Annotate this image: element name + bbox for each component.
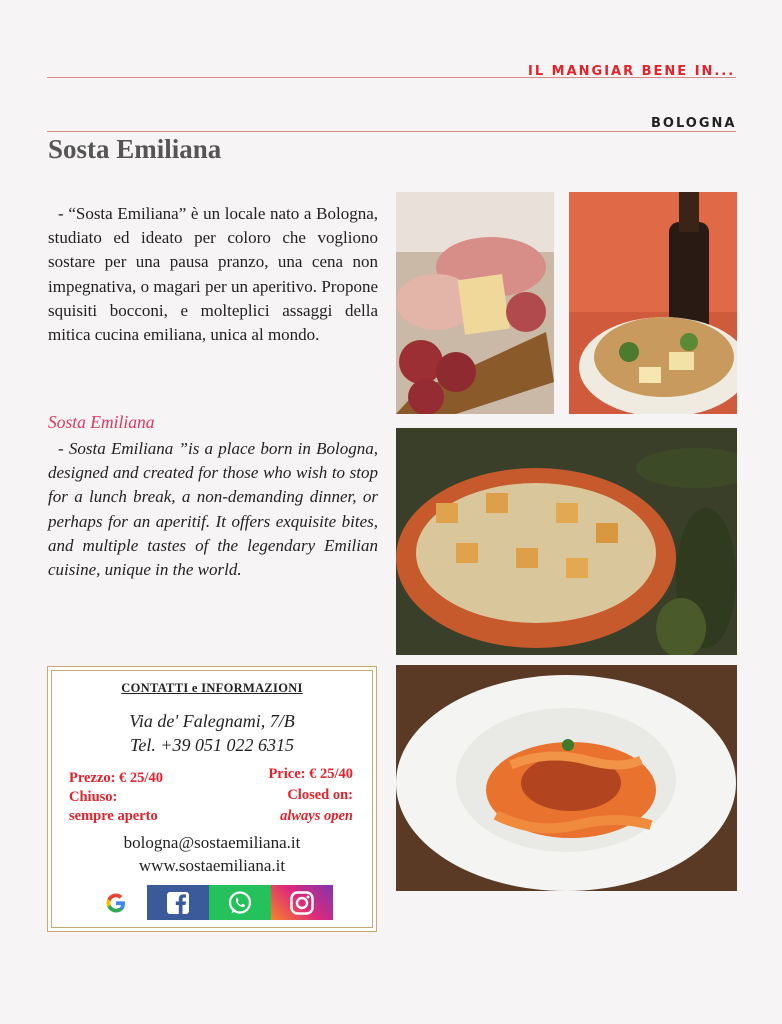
closed-italian-label: Chiuso: xyxy=(69,789,118,805)
price-italian: Prezzo: € 25/40 xyxy=(69,770,163,786)
email-link[interactable]: bologna@sostaemiliana.it xyxy=(123,833,301,852)
restaurant-name: Sosta Emiliana xyxy=(48,134,222,164)
facebook-icon[interactable] xyxy=(147,885,209,920)
closed-english-label: Closed on: xyxy=(287,787,353,803)
description-english: - Sosta Emiliana ”is a place born in Bologna, designed and created for those who wish to stop for a lunch break, a non-demanding dinner, or perhaps for an aperitif. It offers exquisite bites, and multiple tastes of the legendary Emilian cuisine, unique in the world. xyxy=(48,439,378,580)
address: Via de' Falegnami, 7/B xyxy=(129,711,295,731)
phone-number[interactable]: Tel. +39 051 022 6315 xyxy=(130,735,294,755)
price-english: Price: € 25/40 xyxy=(268,766,353,782)
closed-english-value: always open xyxy=(280,808,353,824)
english-heading: Sosta Emiliana xyxy=(48,412,155,432)
contact-title: CONTATTI e INFORMAZIONI xyxy=(121,681,303,695)
website-link[interactable]: www.sostaemiliana.it xyxy=(138,856,286,875)
contact-info-box xyxy=(47,666,377,932)
cured-meats-platter-photo xyxy=(396,192,554,414)
description-italian: - “Sosta Emiliana” è un locale nato a Bologna, studiato ed ideato per coloro che vogliono sostare per una pausa pranzo, una cena non impegnativa, o magari per un aperitivo. Propone squisiti bocconi, e molteplici assaggi della mitica cucina emiliana, unica al mondo. xyxy=(48,204,378,345)
closed-italian-value: sempre aperto xyxy=(69,808,158,824)
salad-with-wine-photo xyxy=(569,192,737,414)
header-rule-bottom xyxy=(47,131,736,132)
baked-dish-with-croutons-photo xyxy=(396,428,737,655)
google-icon[interactable] xyxy=(85,885,147,920)
instagram-icon[interactable] xyxy=(271,885,333,920)
tagliatelle-ragu-photo xyxy=(396,665,737,891)
kicker-text: IL MANGIAR BENE IN... xyxy=(528,64,736,79)
whatsapp-icon[interactable] xyxy=(209,885,271,920)
city-label: BOLOGNA xyxy=(651,116,737,131)
